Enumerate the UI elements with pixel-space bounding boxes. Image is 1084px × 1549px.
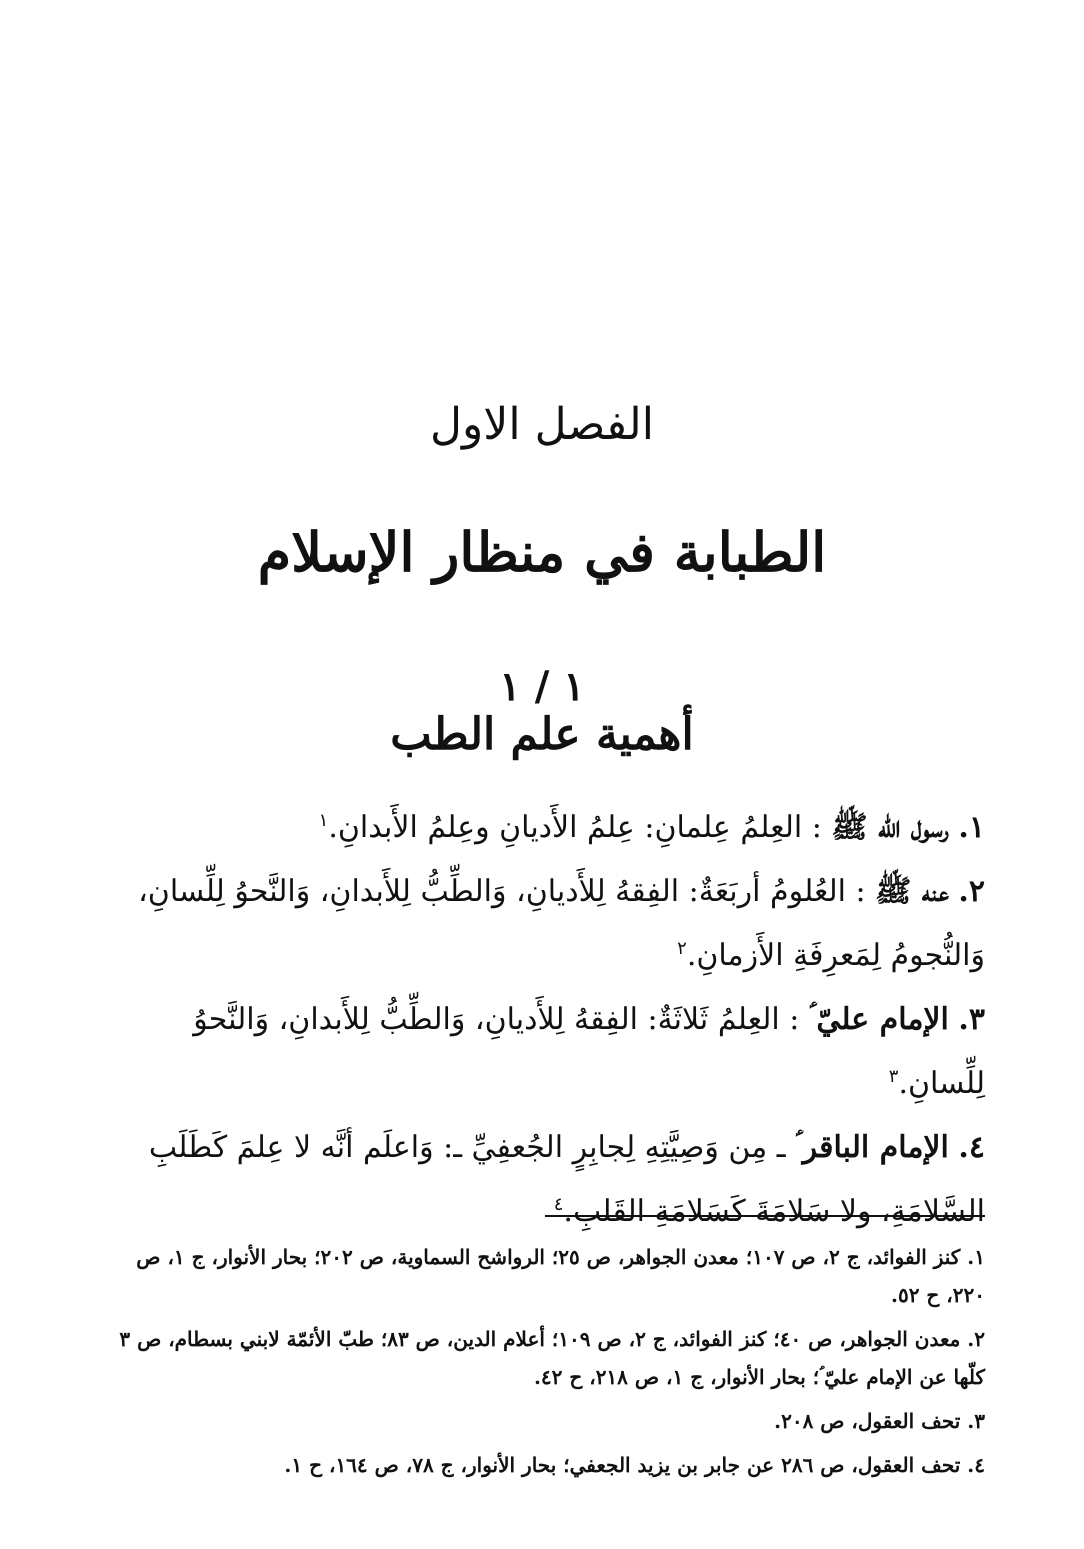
footnote-ref[interactable]: ٣ [888,1066,899,1087]
footnote-2: ٢. معدن الجواهر، ص ٤٠؛ كنز الفوائد، ج ٢، ص ١٠٩؛ أعلام الدين، ص ٨٣؛ طبّ الأئمّة لابني بسطام، ص ٣ كلّها عن الإمام عليّ ؑ؛ بحار الأنوار، ج ١، ص ٢١٨، ح ٤٢. [119,1327,985,1389]
footnote-4: ٤. تحف العقول، ص ٢٨٦ عن جابر بن يزيد الجعفي؛ بحار الأنوار، ج ٧٨، ص ١٦٤، ح ١. [284,1453,985,1477]
footnote-1: ١. كنز الفوائد، ج ٢، ص ١٠٧؛ معدن الجواهر، ص ٢٥؛ الرواشح السماوية، ص ٢٠٢؛ بحار الأنوار، ج ١، ص ٢٢٠، ح ٥٢. [136,1245,985,1307]
footnote-divider [545,1215,985,1217]
hadith-text: : العِلمُ ثَلاثَةٌ: الفِقهُ لِلأَديانِ، وَالطِّبُّ لِلأَبدانِ، وَالنَّحوُ لِلِّسانِ. [193,1002,985,1101]
hadith-list [95,796,985,1244]
footnote-ref[interactable]: ٤ [553,1194,564,1215]
chapter-label: الفصل الاول [430,399,654,450]
hadith-speaker: الإمام عليّ ؑ [808,1002,949,1037]
hadith-number: ٢. [958,874,985,909]
hadith-4 [95,1116,985,1244]
hadith-speaker: رسول الله ﷺ [831,810,949,845]
hadith-text: ـ مِن وَصِيَّتِهِ لِجابِرٍ الجُعفِيِّ ـ: وَاعلَم أنَّه لا عِلمَ كَطَلَبِ السَّلامَةِ، ولا سَلامَةَ كَسَلامَةِ القَلبِ. [148,1130,985,1229]
footnote-ref[interactable]: ٢ [677,938,687,959]
hadith-speaker: عنه ﷺ [875,874,949,909]
hadith-number: ٣. [958,1002,985,1037]
hadith-2 [95,860,985,988]
section-title: أهمية علم الطب [390,709,694,760]
hadith-text: : العِلمُ عِلمانِ: عِلمُ الأَديانِ وعِلمُ الأَبدانِ. [328,810,822,845]
hadith-1 [95,796,985,860]
chapter-title: الطبابة في منظار الإسلام [257,520,827,584]
footnote-3: ٣. تحف العقول، ص ٢٠٨. [774,1409,985,1433]
hadith-text: : العُلومُ أربَعَةٌ: الفِقهُ لِلأَديانِ، وَالطِّبُّ لِلأَبدانِ، وَالنَّحوُ لِلِّسانِ، وَالنُّجومُ لِمَعرِفَةِ الأَزمانِ. [138,874,985,973]
hadith-number: ١. [958,810,985,845]
footnotes [95,1238,985,1490]
hadith-speaker: الإمام الباقر ؑ [795,1130,949,1165]
hadith-3 [95,988,985,1116]
footnote-ref[interactable]: ١ [318,810,329,831]
hadith-number: ٤. [958,1130,985,1165]
section-number: ١ / ١ [499,663,585,710]
